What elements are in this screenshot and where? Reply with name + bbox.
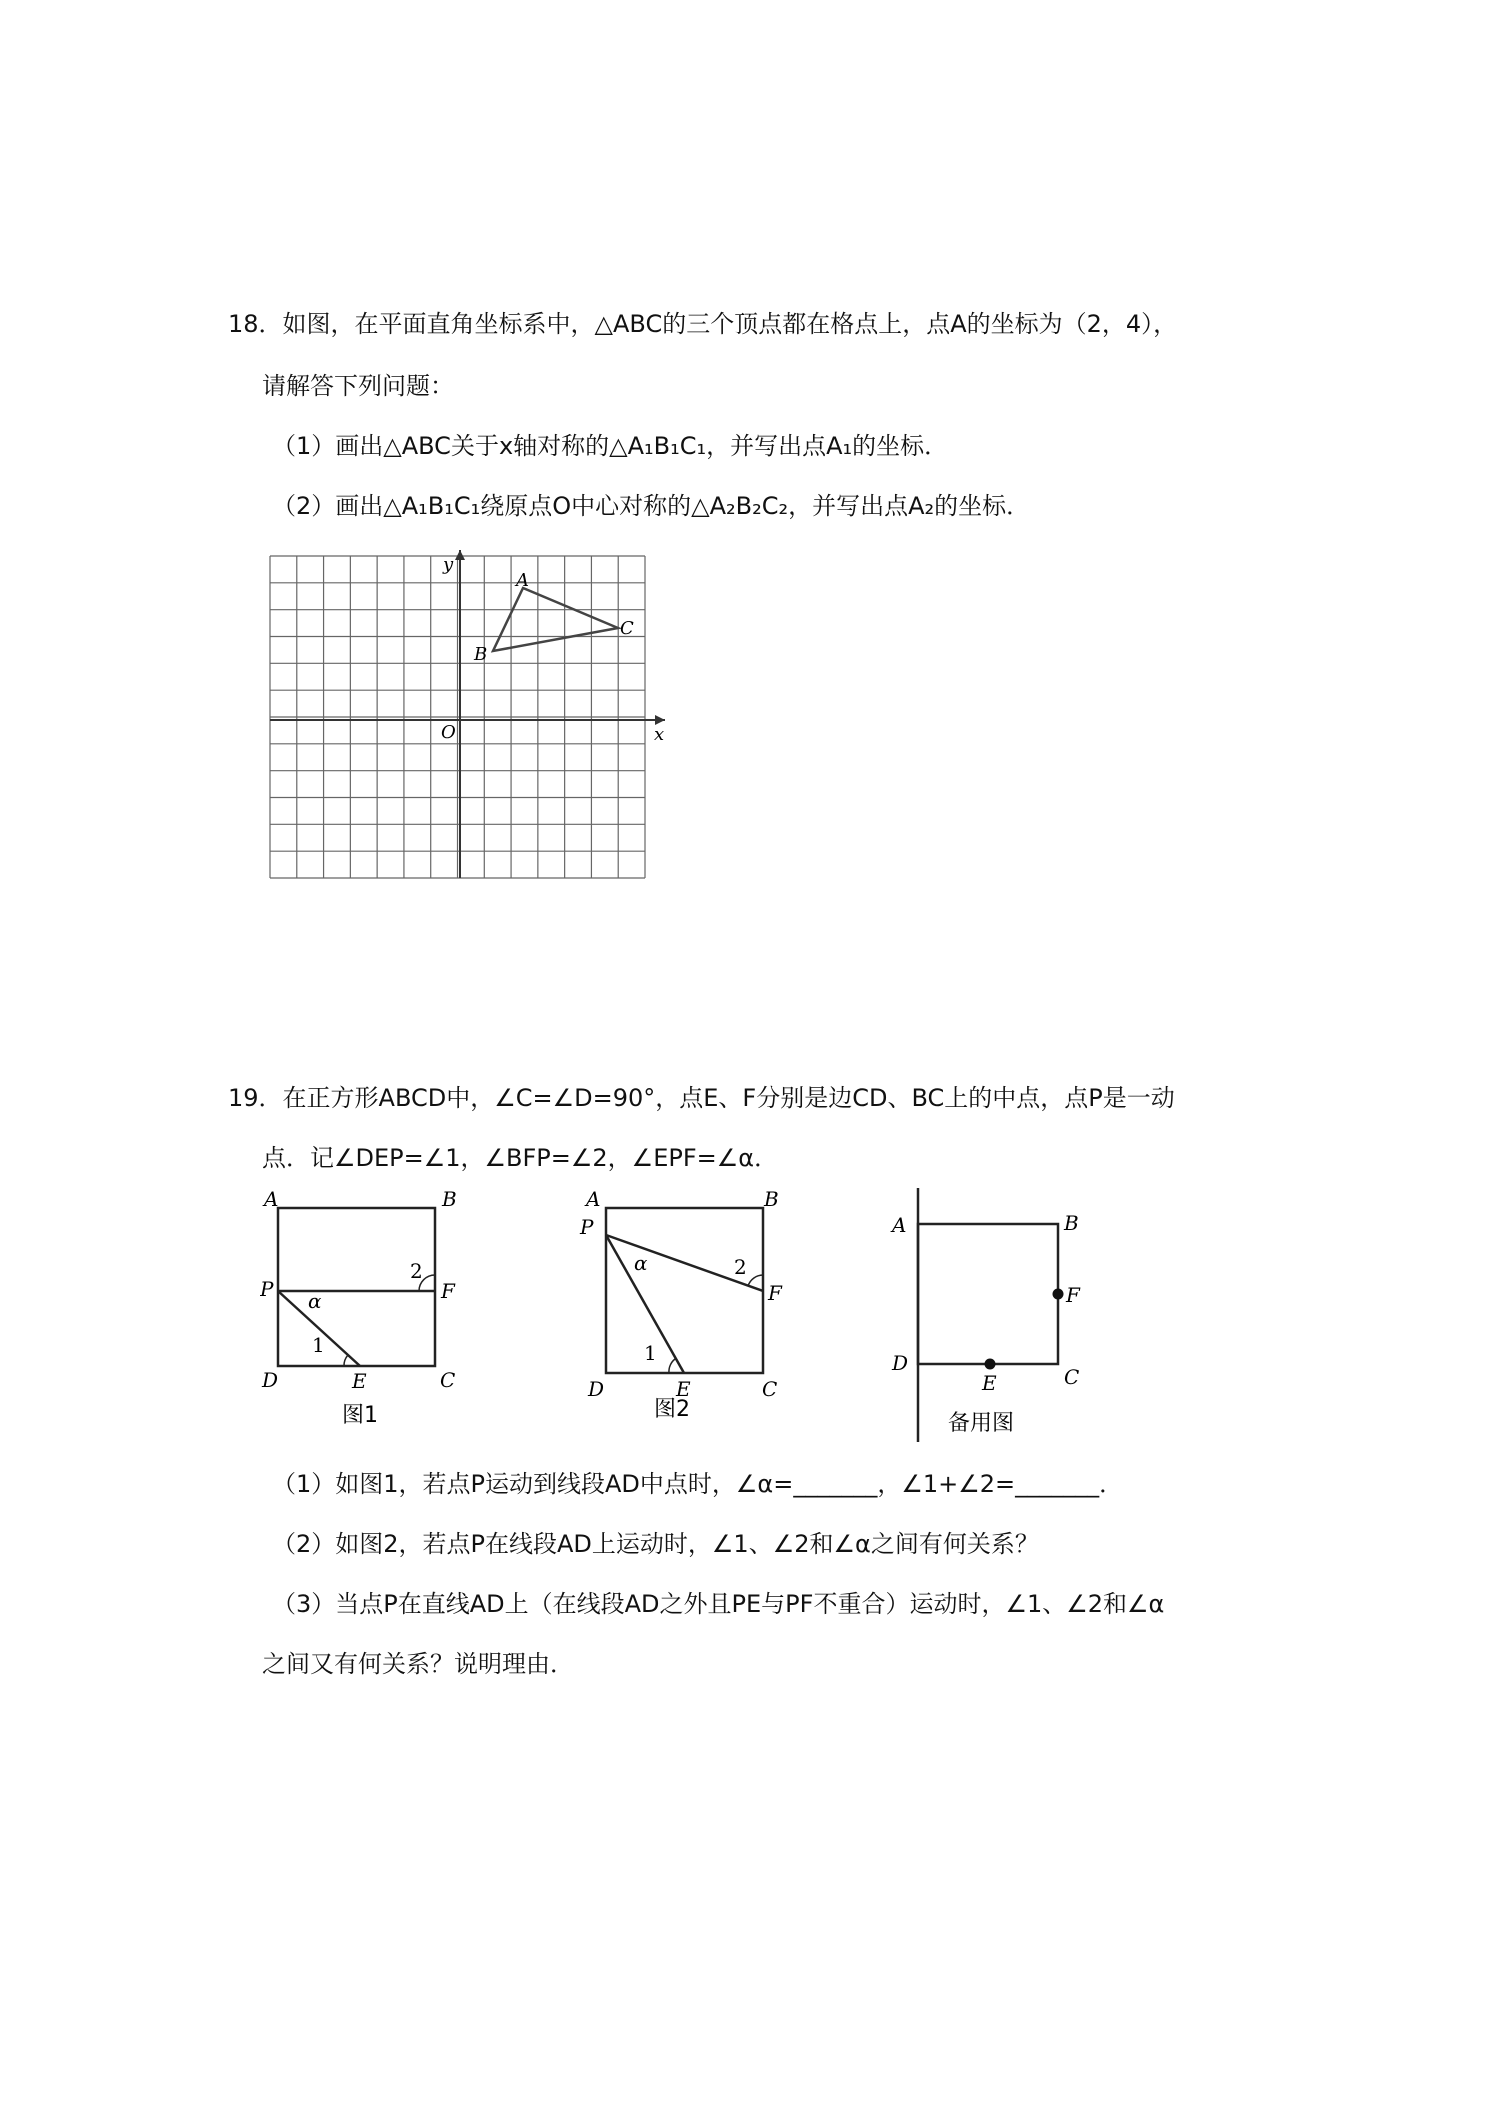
fig3-label-d: D <box>892 1351 909 1375</box>
q18-sub2: （2）画出△A₁B₁C₁绕原点O中心对称的△A₂B₂C₂，并写出点A₂的坐标． <box>272 492 1031 520</box>
q18-sub1: （1）画出△ABC关于x轴对称的△A₁B₁C₁，并写出点A₁的坐标． <box>272 432 949 460</box>
fig1-label-d: D <box>262 1368 279 1392</box>
point-e-dot <box>985 1359 996 1370</box>
fig1-caption: 图1 <box>342 1403 378 1428</box>
point-b-label: B <box>474 644 488 665</box>
grid-lines <box>270 556 645 878</box>
fig2-label-d: D <box>588 1377 605 1401</box>
square-abcd <box>918 1224 1058 1364</box>
fig1-label-b: B <box>442 1190 457 1211</box>
q18-line2: 请解答下列问题： <box>262 372 454 400</box>
q19-line1: 19．在正方形ABCD中，∠C=∠D=90°，点E、F分别是边CD、BC上的中点，点P是一动 <box>228 1084 1175 1112</box>
angle-1-arc <box>344 1355 348 1366</box>
fig2-label-b: B <box>764 1190 779 1211</box>
fig3-label-c: C <box>1064 1365 1080 1389</box>
point-a-label: A <box>516 570 529 591</box>
q19-sub1: （1）如图1，若点P运动到线段AD中点时，∠α=_______，∠1+∠2=_______． <box>272 1470 1124 1498</box>
fig3-label-b: B <box>1064 1211 1079 1235</box>
fig3-label-a: A <box>892 1213 907 1237</box>
fig1-label-alpha: α <box>308 1289 322 1313</box>
q18-line1: 18．如图，在平面直角坐标系中，△ABC的三个顶点都在格点上，点A的坐标为（2，4）， <box>228 310 1178 338</box>
triangle-abc <box>493 588 618 651</box>
fig2-label-c: C <box>762 1377 778 1401</box>
fig2-label-1: 1 <box>644 1341 657 1365</box>
coordinate-grid-figure <box>260 548 680 888</box>
angle-2-arc <box>748 1275 763 1286</box>
fig1-label-a: A <box>264 1190 279 1211</box>
square-abcd <box>606 1208 763 1373</box>
figure-2 <box>576 1190 796 1430</box>
point-c-label: C <box>620 618 634 639</box>
q19-sub3: （3）当点P在直线AD上（在线段AD之外且PE与PF不重合）运动时，∠1、∠2和∠α <box>272 1590 1165 1618</box>
q19-sub3-cont: 之间又有何关系？说明理由． <box>262 1650 574 1678</box>
fig3-label-e: E <box>982 1371 997 1395</box>
fig1-label-c: C <box>440 1368 456 1392</box>
fig2-label-a: A <box>586 1190 601 1211</box>
fig2-label-p: P <box>580 1215 594 1239</box>
q19-line2: 点．记∠DEP=∠1，∠BFP=∠2，∠EPF=∠α． <box>262 1144 779 1172</box>
fig2-label-f: F <box>768 1281 782 1305</box>
figure-spare <box>880 1184 1100 1446</box>
fig1-label-p: P <box>260 1277 274 1301</box>
x-axis-label: x <box>654 724 665 745</box>
fig2-label-alpha: α <box>634 1251 648 1275</box>
q19-sub2: （2）如图2，若点P在线段AD上运动时，∠1、∠2和∠α之间有何关系？ <box>272 1530 1039 1558</box>
angle-1-arc <box>669 1359 675 1373</box>
fig2-label-2: 2 <box>734 1255 747 1279</box>
fig1-label-e: E <box>352 1369 367 1393</box>
figure-1 <box>260 1190 470 1430</box>
fig3-caption: 备用图 <box>948 1411 1015 1436</box>
y-axis-label: y <box>443 554 454 575</box>
fig1-label-1: 1 <box>312 1333 325 1357</box>
origin-label: O <box>441 722 456 743</box>
fig2-caption: 图2 <box>654 1397 690 1422</box>
fig1-label-2: 2 <box>410 1259 423 1283</box>
square-abcd <box>278 1208 435 1366</box>
fig3-label-f: F <box>1066 1283 1080 1307</box>
point-f-dot <box>1053 1289 1064 1300</box>
fig2-label-e: E <box>676 1377 691 1401</box>
fig1-label-f: F <box>441 1279 455 1303</box>
y-axis-arrow <box>455 550 465 560</box>
